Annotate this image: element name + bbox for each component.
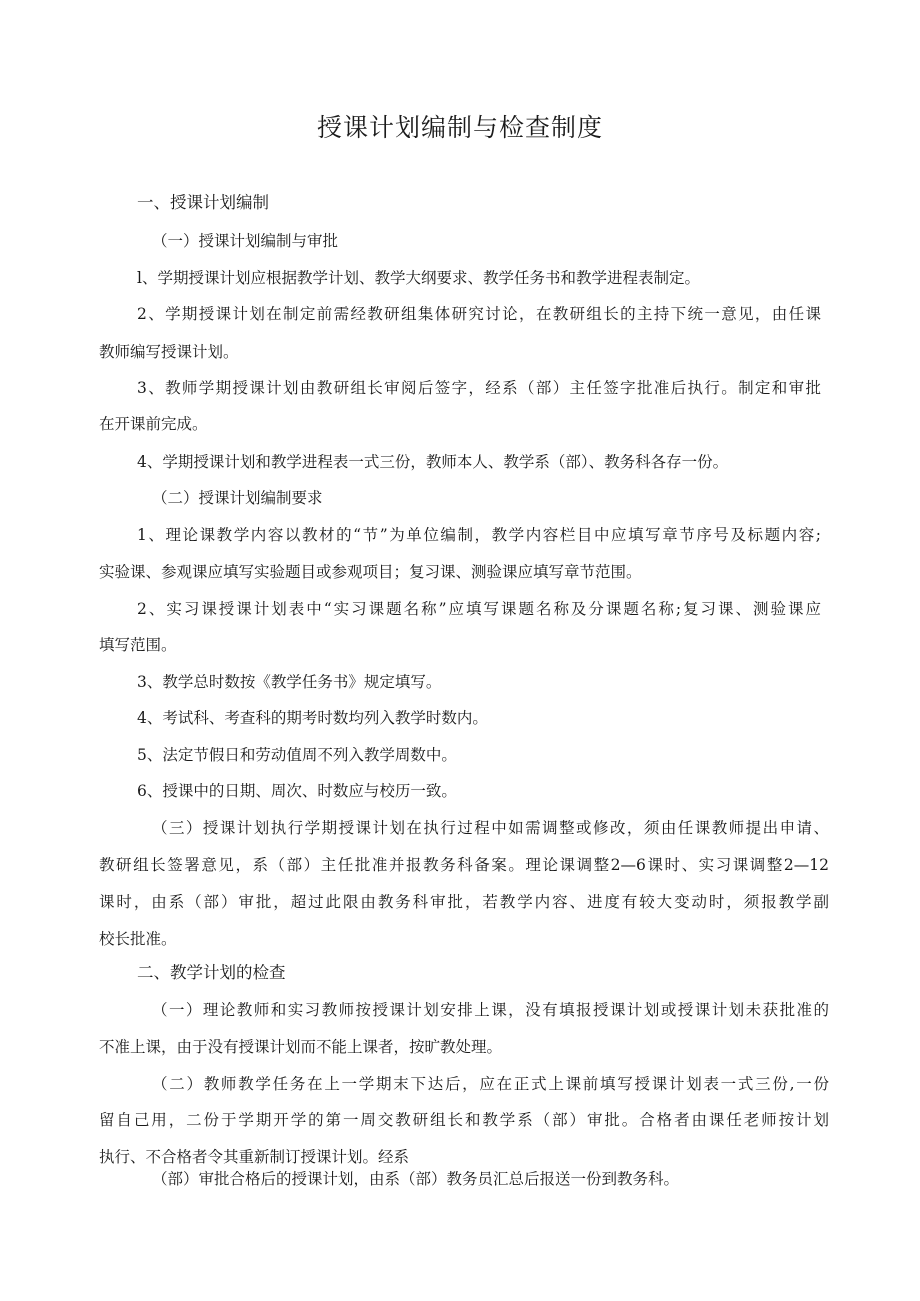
- paragraph-line: 2、学期授课计划在制定前需经教研组集体研究讨论，在教研组长的主持下统一意见，由任课: [137, 305, 821, 323]
- paragraph-line: 5、法定节假日和劳动值周不列入教学周数中。: [137, 746, 457, 764]
- paragraph-line: 4、考试科、考查科的期考时数均列入教学时数内。: [137, 709, 488, 727]
- section-heading-1: 一、授课计划编制: [137, 193, 269, 212]
- paragraph-line: 教师编写授课计划。: [99, 343, 239, 361]
- paragraph-line: 填写范围。: [99, 636, 177, 654]
- paragraph-line: 3、教师学期授课计划由教研组长审阅后签字，经系（部）主任签字批准后执行。制定和审批: [137, 379, 821, 397]
- subsection-heading-1-2: （二）授课计划编制要求: [152, 489, 323, 507]
- section-heading-2: 二、教学计划的检查: [137, 963, 286, 982]
- paragraph-line: 1、理论课教学内容以教材的“节”为单位编制，教学内容栏目中应填写章节序号及标题内容;: [137, 526, 821, 544]
- paragraph-line: 实验课、参观课应填写实验题目或参观项目；复习课、测验课应填写章节范围。: [99, 563, 642, 581]
- paragraph-line: 2、实习课授课计划表中“实习课题名称”应填写课题名称及分课题名称;复习课、测验课应: [137, 600, 821, 618]
- document-title: 授课计划编制与检查制度: [316, 113, 603, 142]
- paragraph-line: 执行、不合格者令其重新制订授课计划。经系: [99, 1148, 410, 1166]
- paragraph-line: （部）审批合格后的授课计划，由系（部）教务员汇总后报送一份到教务科。: [152, 1170, 680, 1188]
- paragraph-line: 课时，由系（部）审批，超过此限由教务科审批，若教学内容、进度有较大变动时，须报教学副: [99, 893, 829, 911]
- paragraph-line: 3、教学总时数按《教学任务书》规定填写。: [137, 673, 442, 691]
- subsection-heading-2-2: （二）教师教学任务在上一学期末下达后，应在正式上课前填写授课计划表一式三份,一份: [152, 1075, 829, 1093]
- subsection-heading-1-1: （一）授课计划编制与审批: [152, 232, 339, 250]
- paragraph-line: 留自己用，二份于学期开学的第一周交教研组长和教学系（部）审批。合格者由课任老师按计划: [99, 1111, 829, 1129]
- paragraph-line: 6、授课中的日期、周次、时数应与校历一致。: [137, 782, 457, 800]
- subsection-heading-2-1: （一）理论教师和实习教师按授课计划安排上课，没有填报授课计划或授课计划未获批准的: [152, 1001, 829, 1019]
- subsection-heading-1-3: （三）授课计划执行学期授课计划在执行过程中如需调整或修改，须由任课教师提出申请、: [152, 819, 829, 837]
- paragraph-line: 教研组长签署意见，系（部）主任批准并报教务科备案。理论课调整2—6课时、实习课调整2—12: [99, 856, 829, 874]
- paragraph-line: 不准上课，由于没有授课计划而不能上课者，按旷教处理。: [99, 1038, 503, 1056]
- paragraph-line: 4、学期授课计划和教学进程表一式三份，教师本人、教学系（部）、教务科各存一份。: [137, 453, 729, 471]
- paragraph-line: 在开课前完成。: [99, 415, 208, 433]
- paragraph-line: l、学期授课计划应根据教学计划、教学大纲要求、教学任务书和教学进程表制定。: [137, 269, 700, 287]
- paragraph-line: 校长批准。: [99, 930, 177, 948]
